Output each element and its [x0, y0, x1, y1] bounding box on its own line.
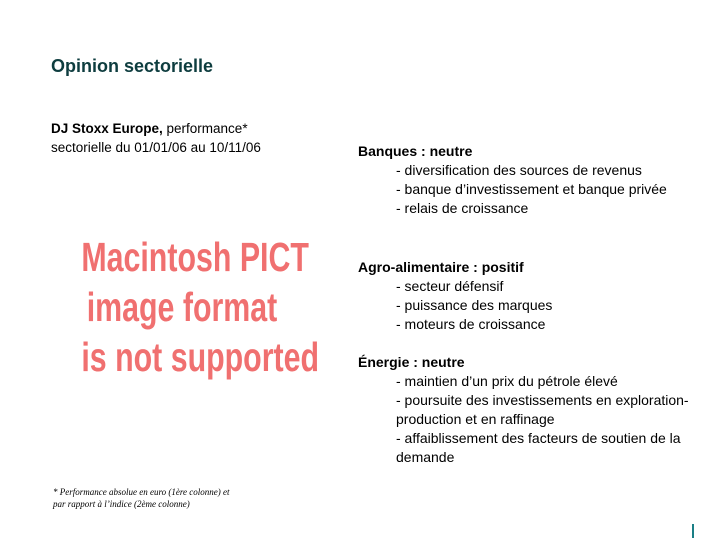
sector-point: - moteurs de croissance	[396, 316, 546, 332]
caption-text: performance*	[162, 121, 248, 136]
sector-point: - poursuite des investissements en exploration-production et en raffinage	[396, 392, 689, 427]
chart-caption	[51, 119, 331, 157]
sector-point: - puissance des marques	[396, 297, 553, 313]
sector-energie	[358, 353, 698, 467]
index-name: DJ Stoxx Europe,	[51, 121, 163, 136]
sector-point: - relais de croissance	[396, 200, 529, 216]
sector-point: - affaiblissement des facteurs de soutien de la demande	[396, 430, 681, 465]
placeholder-line: is not supported	[81, 334, 320, 380]
sector-heading: Agro-alimentaire : positif	[358, 259, 524, 275]
placeholder-line: image format	[86, 284, 278, 330]
sector-point: - banque d’investissement et banque privée	[396, 181, 667, 197]
placeholder-line: Macintosh PICT	[81, 234, 309, 280]
footnote-line: * Performance absolue en euro (1ère colonne) et	[53, 487, 230, 497]
unsupported-image-placeholder	[81, 232, 320, 384]
sector-points	[358, 372, 698, 467]
sector-point: - maintien d’un prix du pétrole élevé	[396, 373, 618, 389]
sector-point: - diversification des sources de revenus	[396, 162, 642, 178]
caption-date-range: sectorielle du 01/01/06 au 10/11/06	[51, 140, 261, 155]
sector-point: - secteur défensif	[396, 278, 504, 294]
sector-points	[358, 277, 698, 334]
sector-heading: Énergie : neutre	[358, 354, 465, 370]
footnote	[53, 486, 313, 510]
sector-banques	[358, 142, 698, 218]
footnote-line: par rapport à l’indice (2ème colonne)	[53, 499, 190, 509]
sector-agro-alimentaire	[358, 258, 698, 334]
sector-points	[358, 161, 698, 218]
page-mark	[692, 524, 694, 538]
sector-heading: Banques : neutre	[358, 143, 473, 159]
slide-title: Opinion sectorielle	[51, 56, 214, 76]
